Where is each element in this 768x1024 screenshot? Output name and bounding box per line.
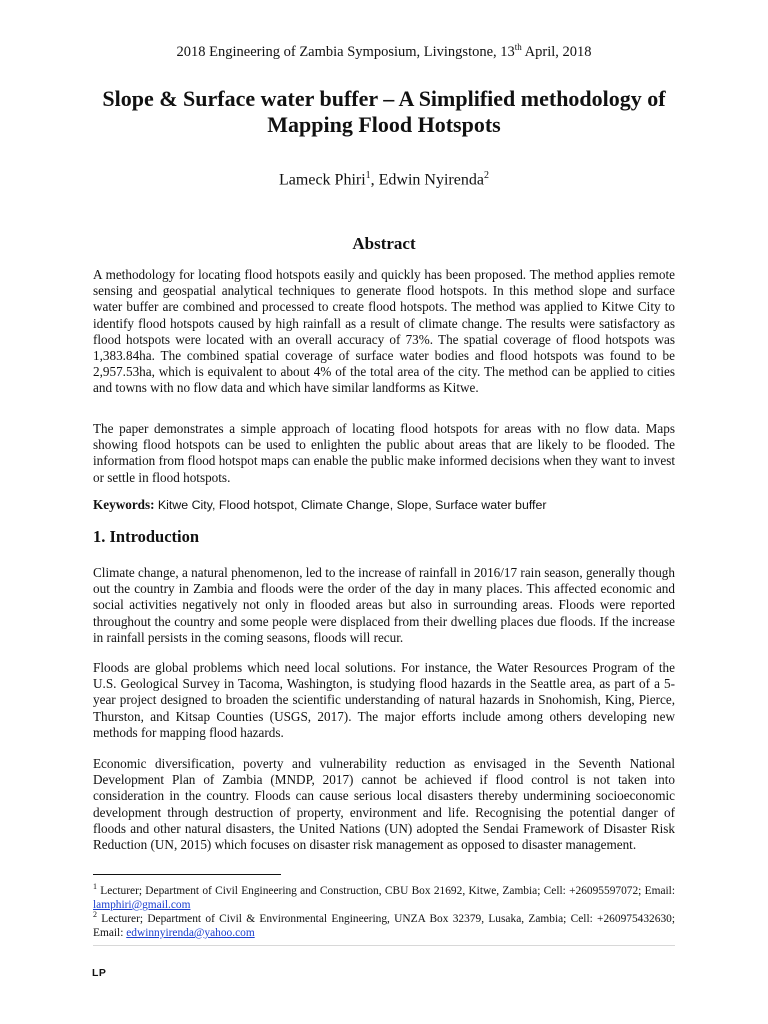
keywords-line (93, 497, 675, 513)
abstract-paragraph: The paper demonstrates a simple approach of locating flood hotspots for areas with no flow data. Maps showing flood hotspots can be used to enlighten the public about areas that are likely to be flooded. The information from flood hotspot maps can enable the public make informed decisions when they want to invest or settle in flood hotspots. (93, 421, 675, 485)
body-paragraph: Economic diversification, poverty and vulnerability reduction as envisaged in the Seventh National Development Plan of Zambia (MNDP, 2017) cannot be achieved if flood control is not taken into consideration in the country. Floods can cause serious local disasters thereby undermining socioeconomic development through destruction of property, environment and life. Recognising the potential danger of floods and other natural disasters, the United Nations (UN) adopted the Sendai Framework of Disaster Risk Reduction (UN, 2015) which focuses on disaster risk management as opposed to disaster management. (93, 756, 675, 853)
keywords-list: Kitwe City, Flood hotspot, Climate Change, Slope, Surface water buffer (157, 498, 547, 512)
keywords-label: Keywords: (93, 497, 155, 512)
author-list (0, 170, 768, 189)
footnote-text: Lecturer; Department of Civil & Environmental Engineering, UNZA Box 32379, Lusaka, Zambia; Cell: +260975432630; Email: (93, 912, 675, 939)
footnote (93, 908, 675, 940)
paper-title: Slope & Surface water buffer – A Simplified methodology of Mapping Flood Hotspots (102, 86, 666, 137)
email-link[interactable]: edwinnyirenda@yahoo.com (126, 926, 255, 939)
footnote-marker: 2 (93, 910, 97, 919)
header-text-end: April, 2018 (521, 43, 592, 60)
body-paragraph: Floods are global problems which need local solutions. For instance, the Water Resources Program of the U.S. Geological Survey in Tacoma, Washington, is studying flood hazards in the Seattle area, as part of a 5-year project designed to broaden the scientific understanding of natural hazards in Snohomish, King, Pierce, Thurston, and Kitsap Counties (USGS, 2017). The major efforts include among others developing new methods for mapping flood hazards. (93, 660, 675, 740)
body-paragraph: Climate change, a natural phenomenon, led to the increase of rainfall in 2016/17 rain season, generally though out the country in Zambia and floods were the order of the day in many places. This affected economic and social activities negatively not only in flooded areas but also in surrounding areas. Floods were reported throughout the country and some people were displaced from their dwelling places due floods. If the increase in rainfall persists in the coming seasons, floods will recur. (93, 565, 675, 645)
author-separator: , (370, 171, 379, 189)
section-heading: 1. Introduction (93, 527, 200, 546)
footnote-marker: 1 (93, 882, 97, 891)
abstract-heading: Abstract (352, 234, 416, 253)
author-affiliation-marker: 1 (365, 170, 371, 181)
footnote-text: Lecturer; Department of Civil Engineering and Construction, CBU Box 21692, Kitwe, Zambia; Cell: +26095597072; Email: (97, 884, 675, 897)
author-name: Edwin Nyirenda (378, 171, 484, 189)
page-bottom-divider (93, 945, 675, 946)
header-superscript: th (514, 42, 522, 52)
footnote-separator (93, 874, 281, 875)
conference-header (0, 42, 768, 61)
author-affiliation-marker: 2 (483, 170, 489, 181)
email-link[interactable]: lamphiri@gmail.com (93, 898, 191, 911)
author-name: Lameck Phiri (279, 171, 366, 189)
page-label: LP (92, 967, 107, 979)
abstract-paragraph: A methodology for locating flood hotspots easily and quickly has been proposed. The method applies remote sensing and geospatial analytical techniques to generate flood hotspots. In this method slope and surface water buffer are combined and processed to create flood hotspots. The method was applied to Kitwe City to identify flood hotspots caused by high rainfall as a result of climate change. The results were satisfactory as flood hotspots were located with an overall accuracy of 73%. The spatial coverage of flood hotspots was 1,383.84ha. The combined spatial coverage of surface water bodies and flood hotspots was found to be 2,957.53ha, which is equivalent to about 4% of the total area of the city. The method can be applied to cities and towns with no flow data and which have similar landforms as Kitwe. (93, 267, 675, 396)
header-text: 2018 Engineering of Zambia Symposium, Livingstone, 13 (176, 43, 515, 60)
